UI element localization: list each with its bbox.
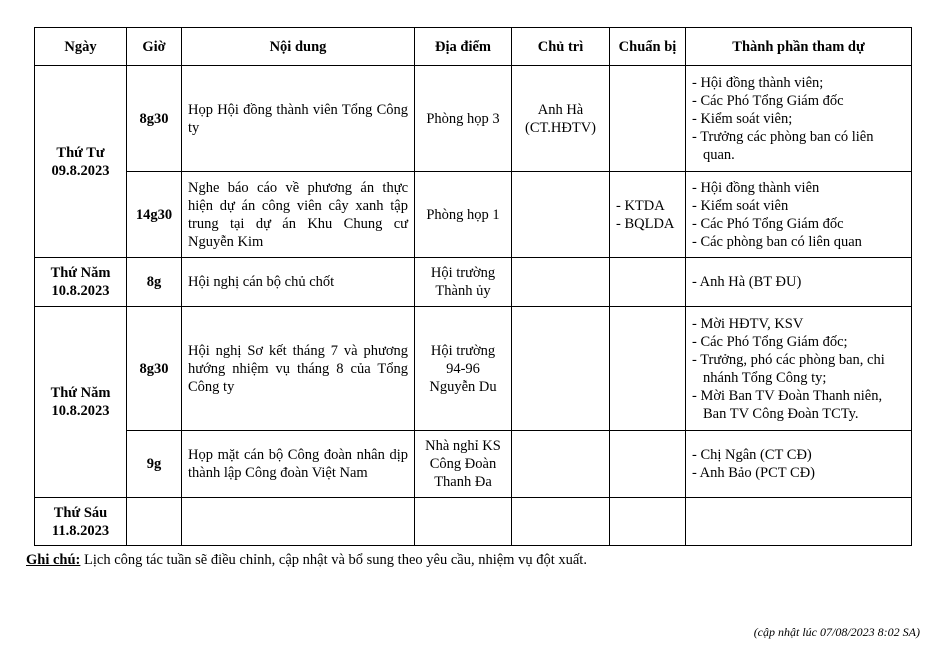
host-cell	[512, 431, 610, 498]
updated-timestamp: (cập nhật lúc 07/08/2023 8:02 SA)	[753, 625, 920, 639]
header-prep: Chuẩn bị	[610, 28, 686, 66]
place-line: Công Đoàn	[429, 456, 497, 472]
header-participants: Thành phần tham dự	[686, 28, 912, 66]
participant-line: - Trưởng các phòng ban có liên	[692, 128, 874, 145]
day-label: Thứ Năm	[50, 385, 111, 401]
note-label: Ghi chú:	[26, 552, 81, 568]
participants-cell	[686, 307, 912, 431]
place-line: 94-96	[446, 360, 480, 377]
day-label: Thứ Năm	[50, 265, 111, 281]
day-date: 10.8.2023	[51, 283, 110, 299]
content-cell: Họp mặt cán bộ Công đoàn nhân dịp thành lập Công đoàn Việt Nam	[182, 431, 415, 498]
participant-line: - Trưởng, phó các phòng ban, chi	[692, 351, 885, 368]
place-line: Nguyễn Du	[429, 378, 497, 395]
day-cell	[35, 66, 127, 258]
participant-line: - Hội đồng thành viên	[692, 179, 820, 196]
host-line: (CT.HĐTV)	[524, 119, 596, 136]
day-label: Thứ Tư	[56, 144, 105, 161]
participant-line: quan.	[703, 146, 735, 163]
header-day: Ngày	[35, 28, 127, 66]
table-row	[35, 498, 912, 546]
day-label: Thứ Sáu	[53, 504, 108, 521]
participant-line: - Chị Ngân (CT CĐ)	[692, 447, 812, 463]
place-line: Nhà nghỉ KS	[425, 438, 501, 454]
participants-cell: - Anh Hà (BT ĐU)	[686, 258, 912, 307]
place-cell	[415, 258, 512, 307]
content-cell: Hội nghị Sơ kết tháng 7 và phương hướng nhiệm vụ tháng 8 của Tổng Công ty	[182, 307, 415, 431]
content-cell	[182, 498, 415, 546]
host-cell	[512, 66, 610, 172]
time-cell: 8g30	[127, 66, 182, 172]
prep-cell	[610, 258, 686, 307]
participant-line: - Các Phó Tổng Giám đốc	[692, 215, 844, 232]
table-row	[35, 431, 912, 498]
header-host: Chủ trì	[512, 28, 610, 66]
host-cell	[512, 172, 610, 258]
place-line: Hội trường	[430, 265, 496, 281]
table-row	[35, 66, 912, 172]
prep-cell	[610, 498, 686, 546]
day-date: 09.8.2023	[51, 162, 110, 179]
content-cell: Hội nghị cán bộ chủ chốt	[182, 258, 415, 307]
day-cell	[35, 258, 127, 307]
prep-cell	[610, 66, 686, 172]
participant-line: - Các Phó Tổng Giám đốc	[692, 92, 844, 109]
time-cell: 9g	[127, 431, 182, 498]
prep-line: - BQLDA	[616, 215, 675, 232]
prep-cell	[610, 172, 686, 258]
time-cell: 8g30	[127, 307, 182, 431]
participants-cell	[686, 66, 912, 172]
day-date: 10.8.2023	[51, 403, 110, 419]
host-line: Anh Hà	[537, 101, 584, 118]
participant-line: - Mời HĐTV, KSV	[692, 315, 804, 332]
day-date: 11.8.2023	[51, 522, 110, 539]
prep-cell	[610, 431, 686, 498]
content-cell: Nghe báo cáo về phương án thực hiện dự án công viên cây xanh tập trung tại dự án Khu Chung cư Nguyễn Kim	[182, 172, 415, 258]
time-cell	[127, 498, 182, 546]
day-cell	[35, 498, 127, 546]
time-cell: 8g	[127, 258, 182, 307]
footnote	[26, 552, 587, 569]
participants-cell	[686, 498, 912, 546]
prep-line: - KTDA	[616, 197, 665, 214]
prep-cell	[610, 307, 686, 431]
participant-line: - Các phòng ban có liên quan	[692, 233, 862, 250]
header-content: Nội dung	[182, 28, 415, 66]
place-cell: Phòng họp 3	[415, 66, 512, 172]
participant-line: - Kiểm soát viên;	[692, 110, 793, 127]
host-cell	[512, 307, 610, 431]
place-line: Hội trường	[430, 342, 496, 359]
place-line: Thanh Đa	[434, 474, 492, 490]
table-row	[35, 258, 912, 307]
place-cell	[415, 498, 512, 546]
place-line: Thành ủy	[435, 283, 491, 299]
place-cell	[415, 307, 512, 431]
participant-line: Ban TV Công Đoàn TCTy.	[703, 405, 859, 422]
participants-cell	[686, 172, 912, 258]
participant-line: - Anh Bảo (PCT CĐ)	[692, 465, 815, 481]
participant-line: - Mời Ban TV Đoàn Thanh niên,	[692, 387, 883, 404]
participant-line: - Hội đồng thành viên;	[692, 74, 824, 91]
content-cell: Họp Hội đồng thành viên Tổng Công ty	[182, 66, 415, 172]
note-text: Lịch công tác tuần sẽ điều chỉnh, cập nhật và bổ sung theo yêu cầu, nhiệm vụ đột xuất.	[80, 552, 587, 568]
day-cell	[35, 307, 127, 498]
participant-line: - Kiểm soát viên	[692, 197, 789, 214]
participant-line: - Các Phó Tổng Giám đốc;	[692, 333, 848, 350]
time-cell: 14g30	[127, 172, 182, 258]
participant-line: nhánh Tổng Công ty;	[703, 369, 827, 386]
place-cell: Phòng họp 1	[415, 172, 512, 258]
place-cell	[415, 431, 512, 498]
header-place: Địa điểm	[415, 28, 512, 66]
schedule-table	[34, 27, 912, 546]
table-row	[35, 172, 912, 258]
host-cell	[512, 498, 610, 546]
host-cell	[512, 258, 610, 307]
header-time: Giờ	[127, 28, 182, 66]
table-row	[35, 307, 912, 431]
participants-cell	[686, 431, 912, 498]
header-row	[35, 28, 912, 66]
